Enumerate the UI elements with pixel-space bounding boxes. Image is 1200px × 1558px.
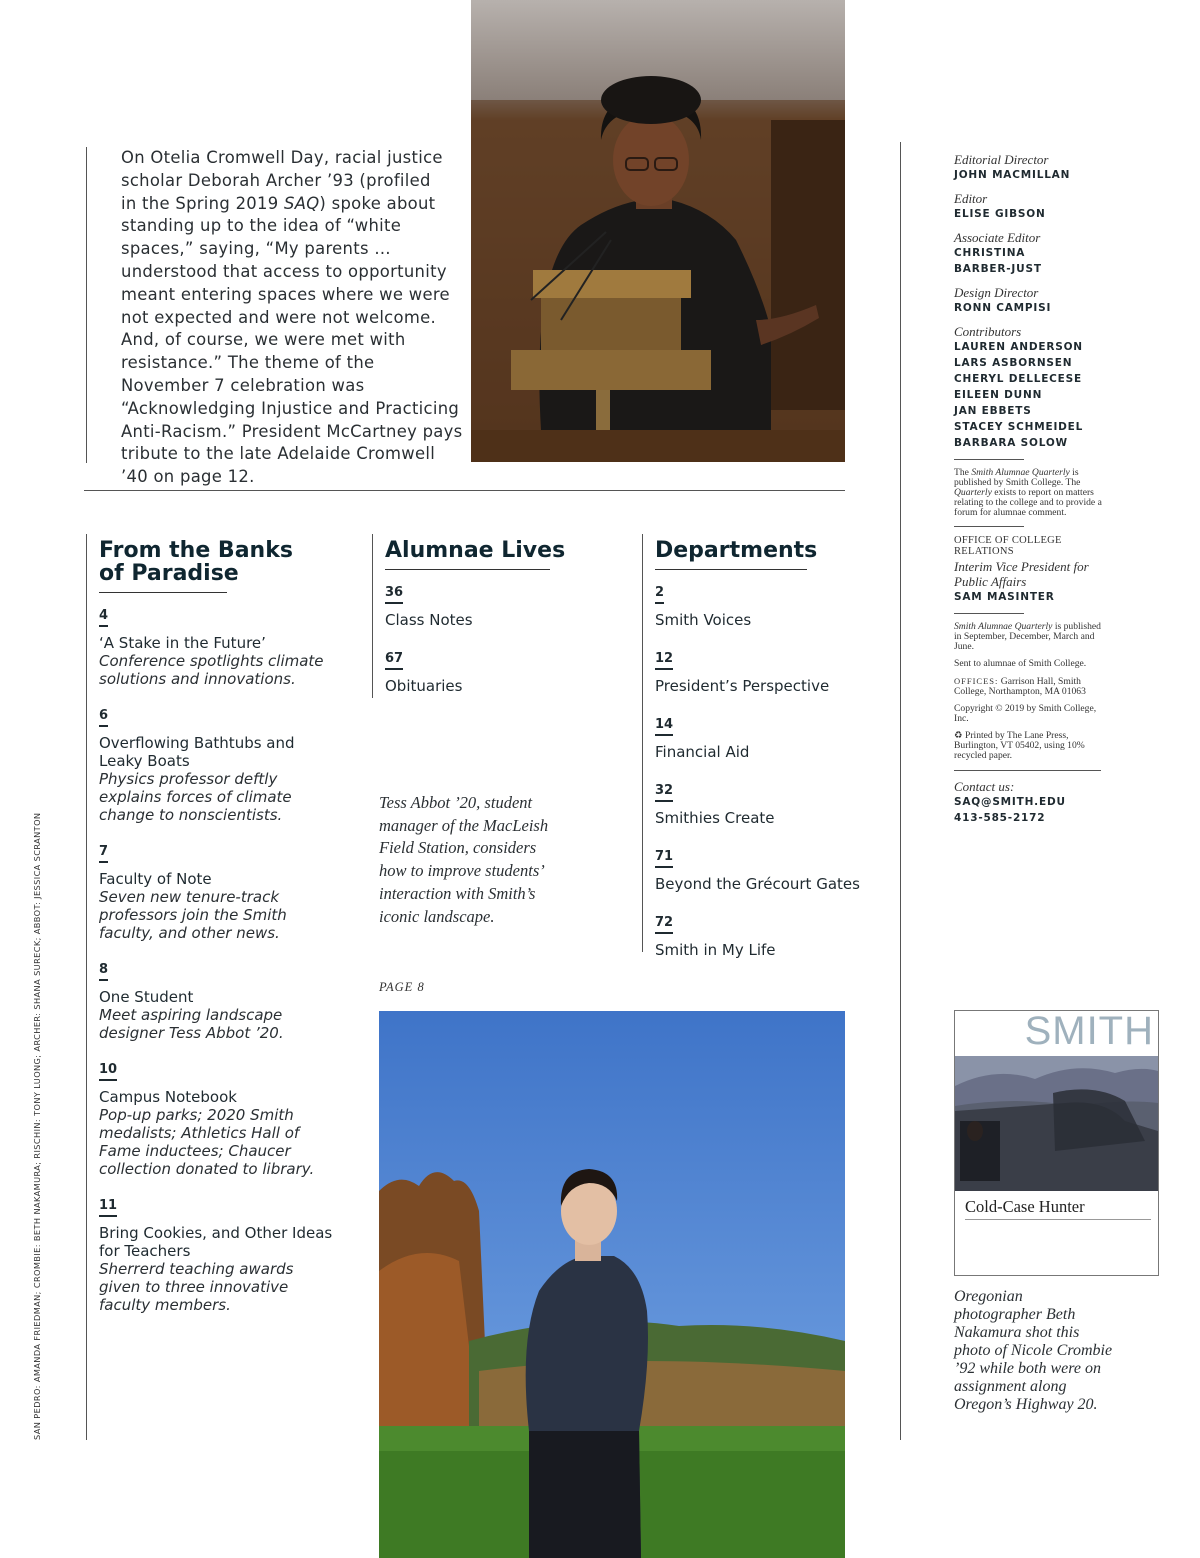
cover-photo bbox=[955, 1011, 1158, 1191]
title-line-1: From the Banks bbox=[99, 538, 293, 563]
photo-tess-abbot bbox=[379, 1011, 845, 1558]
entry-title: Campus Notebook bbox=[99, 1088, 237, 1106]
page-number: 71 bbox=[655, 849, 673, 868]
masthead-role: Editor bbox=[954, 191, 988, 206]
entry-description: Physics professor deftly explains forces of climate change to nonscientists. bbox=[99, 770, 292, 824]
section-title: Departments bbox=[655, 538, 818, 563]
masthead-rule-long bbox=[954, 770, 1101, 771]
intro-saq: SAQ bbox=[284, 193, 320, 213]
entry-title: Obituaries bbox=[385, 677, 463, 695]
entry-title: Smithies Create bbox=[655, 809, 775, 827]
about-2: is published by Smith College. The bbox=[954, 467, 1081, 488]
masthead-name: BARBER-JUST bbox=[954, 263, 1042, 275]
page-number: 2 bbox=[655, 585, 664, 604]
divider-horizontal bbox=[84, 490, 845, 491]
page-number: 36 bbox=[385, 585, 403, 604]
masthead-about bbox=[954, 468, 1109, 518]
masthead-group bbox=[954, 230, 1109, 277]
page-number: 4 bbox=[99, 608, 108, 627]
about-em-1: Smith Alumnae Quarterly bbox=[971, 467, 1070, 478]
cover-logo: SMITH bbox=[1024, 1010, 1154, 1053]
section-banks-of-paradise bbox=[99, 539, 334, 1332]
entry-title: Faculty of Note bbox=[99, 870, 212, 888]
page-number: 14 bbox=[655, 717, 673, 736]
masthead-name: ELISE GIBSON bbox=[954, 208, 1046, 220]
masthead-name: JOHN MACMILLAN bbox=[954, 169, 1071, 181]
masthead-group bbox=[954, 191, 1109, 222]
title-underline bbox=[99, 592, 227, 593]
masthead-name: LARS ASBORNSEN bbox=[954, 357, 1073, 369]
entry-description: Conference spotlights climate solutions and innovations. bbox=[99, 652, 324, 688]
toc-entry[interactable] bbox=[655, 847, 880, 893]
toc-entry[interactable] bbox=[655, 583, 880, 629]
toc-entry[interactable] bbox=[99, 960, 334, 1042]
toc-entry[interactable] bbox=[655, 913, 880, 959]
entry-description: Meet aspiring landscape designer Tess Abbot ’20. bbox=[99, 1006, 284, 1042]
page-number: 10 bbox=[99, 1062, 117, 1081]
entry-description: Pop-up parks; 2020 Smith medalists; Athletics Hall of Fame inductees; Chaucer collection donated to library. bbox=[99, 1106, 315, 1178]
page-number: 6 bbox=[99, 708, 108, 727]
cover-caption: Oregonian photographer Beth Nakamura shot this photo of Nicole Crombie ’92 while both were on assignment along Oregon’s Highway 20. bbox=[954, 1288, 1113, 1413]
page-number: 8 bbox=[99, 962, 108, 981]
about-em-2: Quarterly bbox=[954, 487, 992, 498]
entry-title: Beyond the Grécourt Gates bbox=[655, 875, 860, 893]
masthead-name: BARBARA SOLOW bbox=[954, 437, 1068, 449]
offices-text: Garrison Hall, Smith College, Northampton, MA 01063 bbox=[954, 676, 1086, 697]
masthead-name: EILEEN DUNN bbox=[954, 389, 1043, 401]
entry-title: Financial Aid bbox=[655, 743, 750, 761]
toc-entry[interactable] bbox=[385, 649, 605, 695]
contact-phone: 413-585-2172 bbox=[954, 812, 1046, 824]
masthead-name: CHRISTINA bbox=[954, 247, 1026, 259]
entry-title: One Student bbox=[99, 988, 194, 1006]
entry-title: Class Notes bbox=[385, 611, 473, 629]
sent-to: Sent to alumnae of Smith College. bbox=[954, 658, 1087, 669]
toc-entry[interactable] bbox=[99, 606, 334, 688]
pub-title: Smith Alumnae Quarterly bbox=[954, 621, 1053, 632]
masthead-role: Design Director bbox=[954, 285, 1039, 300]
tess-caption: Tess Abbot ’20, student manager of the MacLeish Field Station, considers how to improve students’ interaction with Smith’s iconic landscape. bbox=[379, 793, 549, 926]
intro-line-3a: in the Spring 2019 bbox=[121, 193, 284, 213]
toc-entry[interactable] bbox=[385, 583, 605, 629]
printed-by: ♻ Printed by The Lane Press, Burlington, VT 05402, using 10% recycled paper. bbox=[954, 730, 1085, 761]
entry-title: Overflowing Bathtubs and Leaky Boats bbox=[99, 734, 295, 770]
toc-entry[interactable] bbox=[99, 842, 334, 942]
masthead-name: LAUREN ANDERSON bbox=[954, 341, 1083, 353]
toc-entry[interactable] bbox=[655, 649, 880, 695]
masthead-group bbox=[954, 324, 1109, 451]
rule-col3 bbox=[642, 534, 643, 952]
rule-masthead bbox=[900, 142, 901, 1440]
tess-page-ref[interactable]: PAGE 8 bbox=[379, 980, 425, 994]
intro-line-3b: ) spoke about bbox=[319, 193, 436, 213]
page-number: 67 bbox=[385, 651, 403, 670]
section-alumnae-lives bbox=[385, 539, 605, 715]
page-number: 32 bbox=[655, 783, 673, 802]
offices bbox=[954, 676, 1109, 697]
about-3: exists to report on matters relating to the college and to provide a forum for alumnae comment. bbox=[954, 487, 1102, 518]
masthead-group bbox=[954, 152, 1109, 183]
masthead-name: CHERYL DELLECESE bbox=[954, 373, 1082, 385]
rule-left-intro bbox=[86, 147, 87, 463]
masthead-name: JAN EBBETS bbox=[954, 405, 1032, 417]
masthead bbox=[954, 152, 1109, 826]
offices-label: OFFICES: bbox=[954, 676, 999, 686]
office-name: OFFICE OF COLLEGE RELATIONS bbox=[954, 535, 1062, 557]
entry-title: Smith in My Life bbox=[655, 941, 776, 959]
entry-title: Bring Cookies, and Other Ideas for Teachers bbox=[99, 1224, 333, 1260]
masthead-rule bbox=[954, 613, 1024, 614]
intro-rest: standing up to the idea of “white spaces,” saying, “My parents … understood that access to opportunity meant entering spaces where we were not expected and were not welcome. And, of course, we were met with resistance.” The theme of the November 7 celebration was “Acknowledging Injustice and Practicing Anti-Racism.” President McCartney pays tribute to the late Adelaide Cromwell ’40 on page 12. bbox=[121, 216, 463, 487]
masthead-name: STACEY SCHMEIDEL bbox=[954, 421, 1084, 433]
entry-title: President’s Perspective bbox=[655, 677, 830, 695]
vp-role: Interim Vice President for Public Affairs bbox=[954, 559, 1089, 589]
photo-deborah-archer bbox=[471, 0, 845, 462]
magazine-cover[interactable] bbox=[954, 1010, 1159, 1276]
section-departments bbox=[655, 539, 880, 979]
masthead-rule bbox=[954, 526, 1024, 527]
entry-title: Smith Voices bbox=[655, 611, 752, 629]
copyright: Copyright © 2019 by Smith College, Inc. bbox=[954, 703, 1097, 724]
masthead-name: RONN CAMPISI bbox=[954, 302, 1052, 314]
page-number: 12 bbox=[655, 651, 673, 670]
masthead-role: Editorial Director bbox=[954, 152, 1049, 167]
page-number: 11 bbox=[99, 1198, 117, 1217]
masthead-role: Associate Editor bbox=[954, 230, 1041, 245]
photo-credits: SAN PEDRO: AMANDA FRIEDMAN; CROMBIE: BETH NAKAMURA; RISCHIN: TONY LUONG; ARCHER: SHANA SURECK; ABBOT: JESSICA SCRANTON bbox=[32, 812, 42, 1440]
masthead-rule bbox=[954, 459, 1024, 460]
toc-entry[interactable] bbox=[655, 781, 880, 827]
intro-line-1: On Otelia Cromwell Day, racial justice bbox=[121, 148, 443, 167]
rule-col2 bbox=[372, 534, 373, 698]
entry-description: Seven new tenure-track professors join the Smith faculty, and other news. bbox=[99, 888, 287, 942]
about-1: The bbox=[954, 467, 972, 478]
cover-headline: Cold-Case Hunter bbox=[965, 1197, 1085, 1216]
toc-entry[interactable] bbox=[99, 1060, 334, 1178]
entry-description: Sherrerd teaching awards given to three innovative faculty members. bbox=[99, 1260, 294, 1314]
section-title: Alumnae Lives bbox=[385, 538, 566, 563]
section-title bbox=[99, 539, 334, 585]
intro-line-2: scholar Deborah Archer ’93 (profiled bbox=[121, 170, 431, 190]
toc-entry[interactable] bbox=[99, 1196, 334, 1314]
title-underline bbox=[385, 569, 550, 570]
rule-left-col1 bbox=[86, 534, 87, 1440]
entry-title: ‘A Stake in the Future’ bbox=[99, 634, 266, 652]
contact-email[interactable]: SAQ@SMITH.EDU bbox=[954, 796, 1066, 808]
publication-schedule bbox=[954, 622, 1109, 652]
vp-name: SAM MASINTER bbox=[954, 591, 1055, 603]
intro-paragraph bbox=[121, 147, 466, 489]
cover-rule bbox=[965, 1219, 1151, 1220]
toc-entry[interactable] bbox=[655, 715, 880, 761]
title-line-2: of Paradise bbox=[99, 561, 239, 586]
title-underline bbox=[655, 569, 807, 570]
pub-text: is published in September, December, March and June. bbox=[954, 621, 1101, 652]
page-number: 7 bbox=[99, 844, 108, 863]
masthead-group bbox=[954, 285, 1109, 316]
masthead-role: Contributors bbox=[954, 324, 1022, 339]
toc-entry[interactable] bbox=[99, 706, 334, 824]
page-number: 72 bbox=[655, 915, 673, 934]
contact-role: Contact us: bbox=[954, 779, 1015, 794]
